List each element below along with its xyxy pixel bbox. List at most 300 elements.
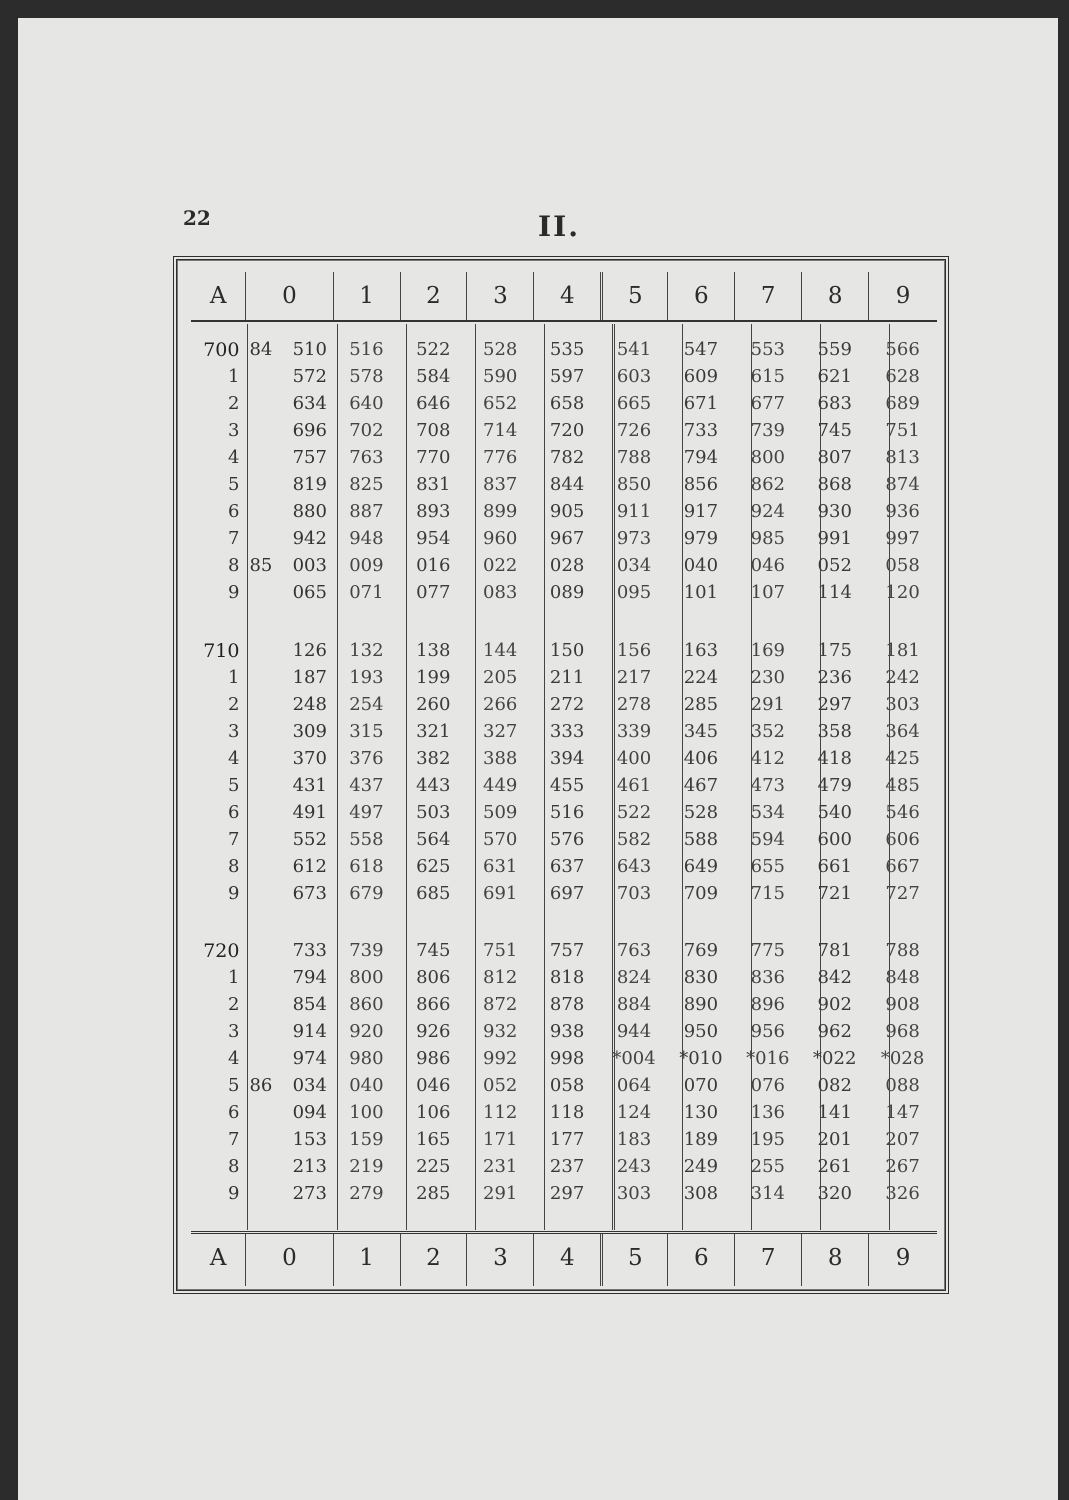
- cell-7: 956: [750, 1021, 785, 1042]
- cell-9: 326: [885, 1183, 920, 1204]
- cell-7: 230: [750, 667, 785, 688]
- cell-8: *022: [813, 1048, 857, 1069]
- cell-8: 114: [817, 582, 852, 603]
- cell-6: 794: [683, 447, 719, 468]
- cell-0: [245, 582, 332, 603]
- table-row: [191, 853, 937, 880]
- cell-8: 052: [817, 555, 852, 576]
- row-label: 1: [228, 967, 240, 988]
- table-row: [191, 799, 937, 826]
- cell-0: [245, 994, 332, 1015]
- cell-4: 297: [549, 1183, 585, 1204]
- cell-3: 388: [483, 748, 518, 769]
- cell-9: 207: [885, 1129, 920, 1150]
- cell-4: 150: [549, 640, 585, 661]
- cell-2: 646: [416, 393, 451, 414]
- cell-value: 003: [292, 555, 327, 576]
- mantissa-prefix: 84: [249, 339, 273, 360]
- cell-value: 034: [292, 1075, 327, 1096]
- cell-0: [245, 474, 332, 495]
- cell-5: 973: [616, 528, 652, 549]
- cell-4: 177: [549, 1129, 585, 1150]
- cell-2: 770: [416, 447, 451, 468]
- table-row: [191, 1045, 937, 1072]
- header-cell-6: 6: [667, 272, 734, 320]
- cell-7: 836: [750, 967, 785, 988]
- cell-2: 986: [416, 1048, 451, 1069]
- cell-2: 046: [416, 1075, 451, 1096]
- cell-1: 640: [349, 393, 384, 414]
- cell-4: 818: [549, 967, 585, 988]
- cell-3: 776: [483, 447, 518, 468]
- cell-0: [245, 447, 332, 468]
- cell-4: 967: [549, 528, 585, 549]
- cell-7: 412: [750, 748, 785, 769]
- cell-value: 673: [292, 883, 327, 904]
- cell-6: 308: [683, 1183, 719, 1204]
- row-label: 7: [228, 1129, 240, 1150]
- row-label: 5: [228, 474, 240, 495]
- cell-0: [245, 1156, 332, 1177]
- row-label: 7: [228, 829, 240, 850]
- cell-0: [245, 1048, 332, 1069]
- cell-1: 578: [349, 366, 384, 387]
- cell-3: 751: [483, 940, 518, 961]
- mantissa-prefix: 85: [249, 555, 273, 576]
- table-row: [191, 991, 937, 1018]
- cell-value: 696: [292, 420, 327, 441]
- cell-3: 631: [483, 856, 518, 877]
- cell-2: 522: [416, 339, 451, 360]
- cell-9: 968: [885, 1021, 920, 1042]
- cell-3: 899: [483, 501, 518, 522]
- row-label: 2: [228, 994, 240, 1015]
- footer-cell-8: 8: [801, 1234, 868, 1286]
- table-row: [191, 1018, 937, 1045]
- cell-4: 535: [549, 339, 585, 360]
- cell-3: 932: [483, 1021, 518, 1042]
- cell-1: 254: [349, 694, 384, 715]
- cell-9: 788: [885, 940, 920, 961]
- cell-value: 914: [292, 1021, 327, 1042]
- cell-9: *028: [880, 1048, 925, 1069]
- cell-8: 358: [817, 721, 852, 742]
- cell-0: [245, 339, 332, 360]
- cell-3: 083: [483, 582, 518, 603]
- header-cell-5: 5: [600, 272, 667, 320]
- cell-1: 800: [349, 967, 384, 988]
- cell-3: 812: [483, 967, 518, 988]
- cell-5: 824: [616, 967, 652, 988]
- row-label: 1: [228, 667, 240, 688]
- cell-9: 813: [885, 447, 920, 468]
- row-label: 7: [228, 528, 240, 549]
- cell-9: 566: [885, 339, 920, 360]
- row-label: 8: [228, 856, 240, 877]
- cell-6: 224: [683, 667, 719, 688]
- cell-2: 285: [416, 1183, 451, 1204]
- cell-2: 806: [416, 967, 451, 988]
- cell-9: 147: [885, 1102, 920, 1123]
- cell-0: [245, 555, 332, 576]
- cell-0: [245, 940, 332, 961]
- cell-4: 089: [549, 582, 585, 603]
- cell-7: 594: [750, 829, 785, 850]
- cell-8: 141: [817, 1102, 852, 1123]
- cell-9: 267: [885, 1156, 920, 1177]
- table-row: [191, 1126, 937, 1153]
- cell-value: 213: [292, 1156, 327, 1177]
- table-row: [191, 772, 937, 799]
- row-label: 3: [228, 420, 240, 441]
- cell-0: [245, 967, 332, 988]
- cell-4: 998: [549, 1048, 585, 1069]
- cell-0: [245, 1075, 332, 1096]
- cell-3: 509: [483, 802, 518, 823]
- cell-0: [245, 721, 332, 742]
- cell-5: 183: [616, 1129, 652, 1150]
- cell-1: 887: [349, 501, 384, 522]
- cell-1: 920: [349, 1021, 384, 1042]
- cell-6: 979: [683, 528, 719, 549]
- cell-4: 118: [549, 1102, 585, 1123]
- cell-8: 683: [817, 393, 852, 414]
- footer-cell-2: 2: [400, 1234, 467, 1286]
- cell-3: 231: [483, 1156, 518, 1177]
- cell-0: [245, 393, 332, 414]
- cell-1: 702: [349, 420, 384, 441]
- cell-7: 195: [750, 1129, 785, 1150]
- cell-7: 677: [750, 393, 785, 414]
- cell-value: 370: [292, 748, 327, 769]
- cell-2: 745: [416, 940, 451, 961]
- cell-5: 034: [616, 555, 652, 576]
- cell-5: 788: [616, 447, 652, 468]
- cell-3: 112: [483, 1102, 518, 1123]
- cell-5: 911: [616, 501, 652, 522]
- cell-value: 248: [292, 694, 327, 715]
- cell-9: 689: [885, 393, 920, 414]
- cell-5: 850: [616, 474, 652, 495]
- cell-8: 807: [817, 447, 852, 468]
- section-title: II.: [538, 210, 580, 243]
- cell-6: 769: [683, 940, 719, 961]
- cell-9: 485: [885, 775, 920, 796]
- footer-cell-a: A: [209, 1245, 227, 1271]
- cell-1: 763: [349, 447, 384, 468]
- cell-2: 708: [416, 420, 451, 441]
- cell-9: 364: [885, 721, 920, 742]
- cell-value: 757: [292, 447, 327, 468]
- cell-1: 159: [349, 1129, 384, 1150]
- table-row: [191, 691, 937, 718]
- cell-2: 893: [416, 501, 451, 522]
- cell-9: 303: [885, 694, 920, 715]
- cell-9: 727: [885, 883, 920, 904]
- cell-7: 291: [750, 694, 785, 715]
- header-cell-7: 7: [734, 272, 801, 320]
- cell-4: 844: [549, 474, 585, 495]
- cell-8: 320: [817, 1183, 852, 1204]
- cell-5: 156: [616, 640, 652, 661]
- cell-6: 588: [683, 829, 719, 850]
- cell-0: [245, 1021, 332, 1042]
- row-label: 4: [228, 748, 240, 769]
- table-row: [191, 444, 937, 471]
- header-cell-9: 9: [868, 272, 937, 320]
- table-footer: [191, 1231, 937, 1286]
- cell-3: 714: [483, 420, 518, 441]
- cell-3: 652: [483, 393, 518, 414]
- cell-7: 255: [750, 1156, 785, 1177]
- row-label: 9: [228, 1183, 240, 1204]
- cell-8: 600: [817, 829, 852, 850]
- cell-5: 217: [616, 667, 652, 688]
- cell-5: 400: [616, 748, 652, 769]
- cell-2: 625: [416, 856, 451, 877]
- cell-5: 726: [616, 420, 652, 441]
- cell-value: 510: [292, 339, 327, 360]
- cell-8: 418: [817, 748, 852, 769]
- cell-6: 189: [683, 1129, 719, 1150]
- cell-5: 703: [616, 883, 652, 904]
- cell-9: 606: [885, 829, 920, 850]
- row-label: 2: [228, 694, 240, 715]
- row-label: 2: [228, 393, 240, 414]
- cell-1: 497: [349, 802, 384, 823]
- cell-5: 095: [616, 582, 652, 603]
- cell-4: 905: [549, 501, 585, 522]
- cell-5: 461: [616, 775, 652, 796]
- row-group: [191, 937, 937, 1207]
- cell-value: 552: [292, 829, 327, 850]
- cell-4: 637: [549, 856, 585, 877]
- cell-5: *004: [612, 1048, 656, 1069]
- cell-6: 070: [683, 1075, 719, 1096]
- cell-3: 205: [483, 667, 518, 688]
- footer-cell-7: 7: [734, 1234, 801, 1286]
- header-cell-1: 1: [333, 272, 400, 320]
- cell-2: 260: [416, 694, 451, 715]
- logarithm-table: [173, 256, 949, 1294]
- footer-cell-9: 9: [868, 1234, 937, 1286]
- cell-9: 997: [885, 528, 920, 549]
- cell-3: 872: [483, 994, 518, 1015]
- cell-5: 884: [616, 994, 652, 1015]
- row-label: 9: [228, 883, 240, 904]
- header-cell-a: A: [209, 283, 227, 309]
- cell-6: 649: [683, 856, 719, 877]
- cell-4: 658: [549, 393, 585, 414]
- cell-4: 782: [549, 447, 585, 468]
- cell-8: 781: [817, 940, 852, 961]
- cell-7: 473: [750, 775, 785, 796]
- cell-1: 279: [349, 1183, 384, 1204]
- cell-6: 890: [683, 994, 719, 1015]
- cell-7: 924: [750, 501, 785, 522]
- row-label: 710: [203, 639, 240, 662]
- cell-0: [245, 748, 332, 769]
- cell-3: 291: [483, 1183, 518, 1204]
- header-cell-4: 4: [533, 272, 600, 320]
- cell-4: 757: [549, 940, 585, 961]
- cell-value: 187: [292, 667, 327, 688]
- table-row: [191, 1180, 937, 1207]
- table-row: [191, 417, 937, 444]
- cell-6: 528: [683, 802, 719, 823]
- table-row: [191, 880, 937, 907]
- cell-6: 249: [683, 1156, 719, 1177]
- cell-6: 406: [683, 748, 719, 769]
- cell-value: 974: [292, 1048, 327, 1069]
- cell-7: 739: [750, 420, 785, 441]
- footer-cell-6: 6: [667, 1234, 734, 1286]
- footer-cell-1: 1: [333, 1234, 400, 1286]
- cell-3: 266: [483, 694, 518, 715]
- cell-1: 739: [349, 940, 384, 961]
- cell-1: 132: [349, 640, 384, 661]
- cell-6: 040: [683, 555, 719, 576]
- cell-value: 854: [292, 994, 327, 1015]
- cell-7: 615: [750, 366, 785, 387]
- cell-2: 866: [416, 994, 451, 1015]
- cell-1: 825: [349, 474, 384, 495]
- cell-7: 314: [750, 1183, 785, 1204]
- cell-3: 449: [483, 775, 518, 796]
- cell-3: 590: [483, 366, 518, 387]
- cell-1: 679: [349, 883, 384, 904]
- cell-4: 333: [549, 721, 585, 742]
- footer-cell-4: 4: [533, 1234, 600, 1286]
- table-body: [191, 324, 937, 1230]
- cell-6: 285: [683, 694, 719, 715]
- row-label: 9: [228, 582, 240, 603]
- cell-0: [245, 501, 332, 522]
- cell-6: 467: [683, 775, 719, 796]
- cell-4: 394: [549, 748, 585, 769]
- cell-8: 479: [817, 775, 852, 796]
- cell-0: [245, 640, 332, 661]
- cell-0: [245, 1102, 332, 1123]
- cell-2: 165: [416, 1129, 451, 1150]
- cell-5: 541: [616, 339, 652, 360]
- cell-2: 382: [416, 748, 451, 769]
- cell-7: 896: [750, 994, 785, 1015]
- cell-value: 065: [292, 582, 327, 603]
- cell-6: 671: [683, 393, 719, 414]
- cell-value: 153: [292, 1129, 327, 1150]
- cell-1: 376: [349, 748, 384, 769]
- table-row: [191, 1099, 937, 1126]
- cell-4: 516: [549, 802, 585, 823]
- row-label: 6: [228, 501, 240, 522]
- cell-value: 309: [292, 721, 327, 742]
- cell-9: 908: [885, 994, 920, 1015]
- cell-4: 938: [549, 1021, 585, 1042]
- cell-8: 236: [817, 667, 852, 688]
- cell-value: 612: [292, 856, 327, 877]
- cell-8: 540: [817, 802, 852, 823]
- cell-2: 831: [416, 474, 451, 495]
- cell-1: 980: [349, 1048, 384, 1069]
- cell-8: 082: [817, 1075, 852, 1096]
- cell-3: 052: [483, 1075, 518, 1096]
- cell-8: 962: [817, 1021, 852, 1042]
- cell-2: 106: [416, 1102, 451, 1123]
- table-row: [191, 471, 937, 498]
- table-row: [191, 363, 937, 390]
- cell-7: *016: [746, 1048, 790, 1069]
- row-group: [191, 637, 937, 907]
- cell-3: 528: [483, 339, 518, 360]
- cell-7: 655: [750, 856, 785, 877]
- row-label: 5: [228, 1075, 240, 1096]
- cell-6: 163: [683, 640, 719, 661]
- cell-value: 491: [292, 802, 327, 823]
- cell-5: 243: [616, 1156, 652, 1177]
- cell-9: 181: [885, 640, 920, 661]
- cell-7: 107: [750, 582, 785, 603]
- cell-2: 321: [416, 721, 451, 742]
- cell-8: 621: [817, 366, 852, 387]
- cell-6: 733: [683, 420, 719, 441]
- cell-4: 058: [549, 1075, 585, 1096]
- footer-cell-5: 5: [600, 1234, 667, 1286]
- cell-6: 547: [683, 339, 719, 360]
- cell-value: 431: [292, 775, 327, 796]
- cell-value: 273: [292, 1183, 327, 1204]
- cell-value: 634: [292, 393, 327, 414]
- row-label: 6: [228, 1102, 240, 1123]
- cell-4: 576: [549, 829, 585, 850]
- cell-8: 930: [817, 501, 852, 522]
- cell-5: 665: [616, 393, 652, 414]
- table-row: [191, 552, 937, 579]
- cell-9: 058: [885, 555, 920, 576]
- cell-5: 124: [616, 1102, 652, 1123]
- cell-2: 443: [416, 775, 451, 796]
- cell-7: 136: [750, 1102, 785, 1123]
- cell-1: 219: [349, 1156, 384, 1177]
- cell-1: 618: [349, 856, 384, 877]
- cell-9: 546: [885, 802, 920, 823]
- cell-8: 661: [817, 856, 852, 877]
- cell-9: 088: [885, 1075, 920, 1096]
- cell-6: 950: [683, 1021, 719, 1042]
- cell-9: 242: [885, 667, 920, 688]
- cell-9: 848: [885, 967, 920, 988]
- table-row: [191, 390, 937, 417]
- cell-8: 201: [817, 1129, 852, 1150]
- cell-1: 516: [349, 339, 384, 360]
- row-label: 720: [203, 939, 240, 962]
- cell-1: 040: [349, 1075, 384, 1096]
- cell-5: 944: [616, 1021, 652, 1042]
- cell-5: 582: [616, 829, 652, 850]
- cell-6: 130: [683, 1102, 719, 1123]
- cell-1: 193: [349, 667, 384, 688]
- cell-1: 315: [349, 721, 384, 742]
- cell-6: 345: [683, 721, 719, 742]
- table-row: [191, 964, 937, 991]
- footer-cell-0: 0: [245, 1234, 332, 1286]
- cell-8: 721: [817, 883, 852, 904]
- cell-2: 954: [416, 528, 451, 549]
- table-row: [191, 1153, 937, 1180]
- cell-1: 437: [349, 775, 384, 796]
- header-cell-8: 8: [801, 272, 868, 320]
- row-group: [191, 336, 937, 606]
